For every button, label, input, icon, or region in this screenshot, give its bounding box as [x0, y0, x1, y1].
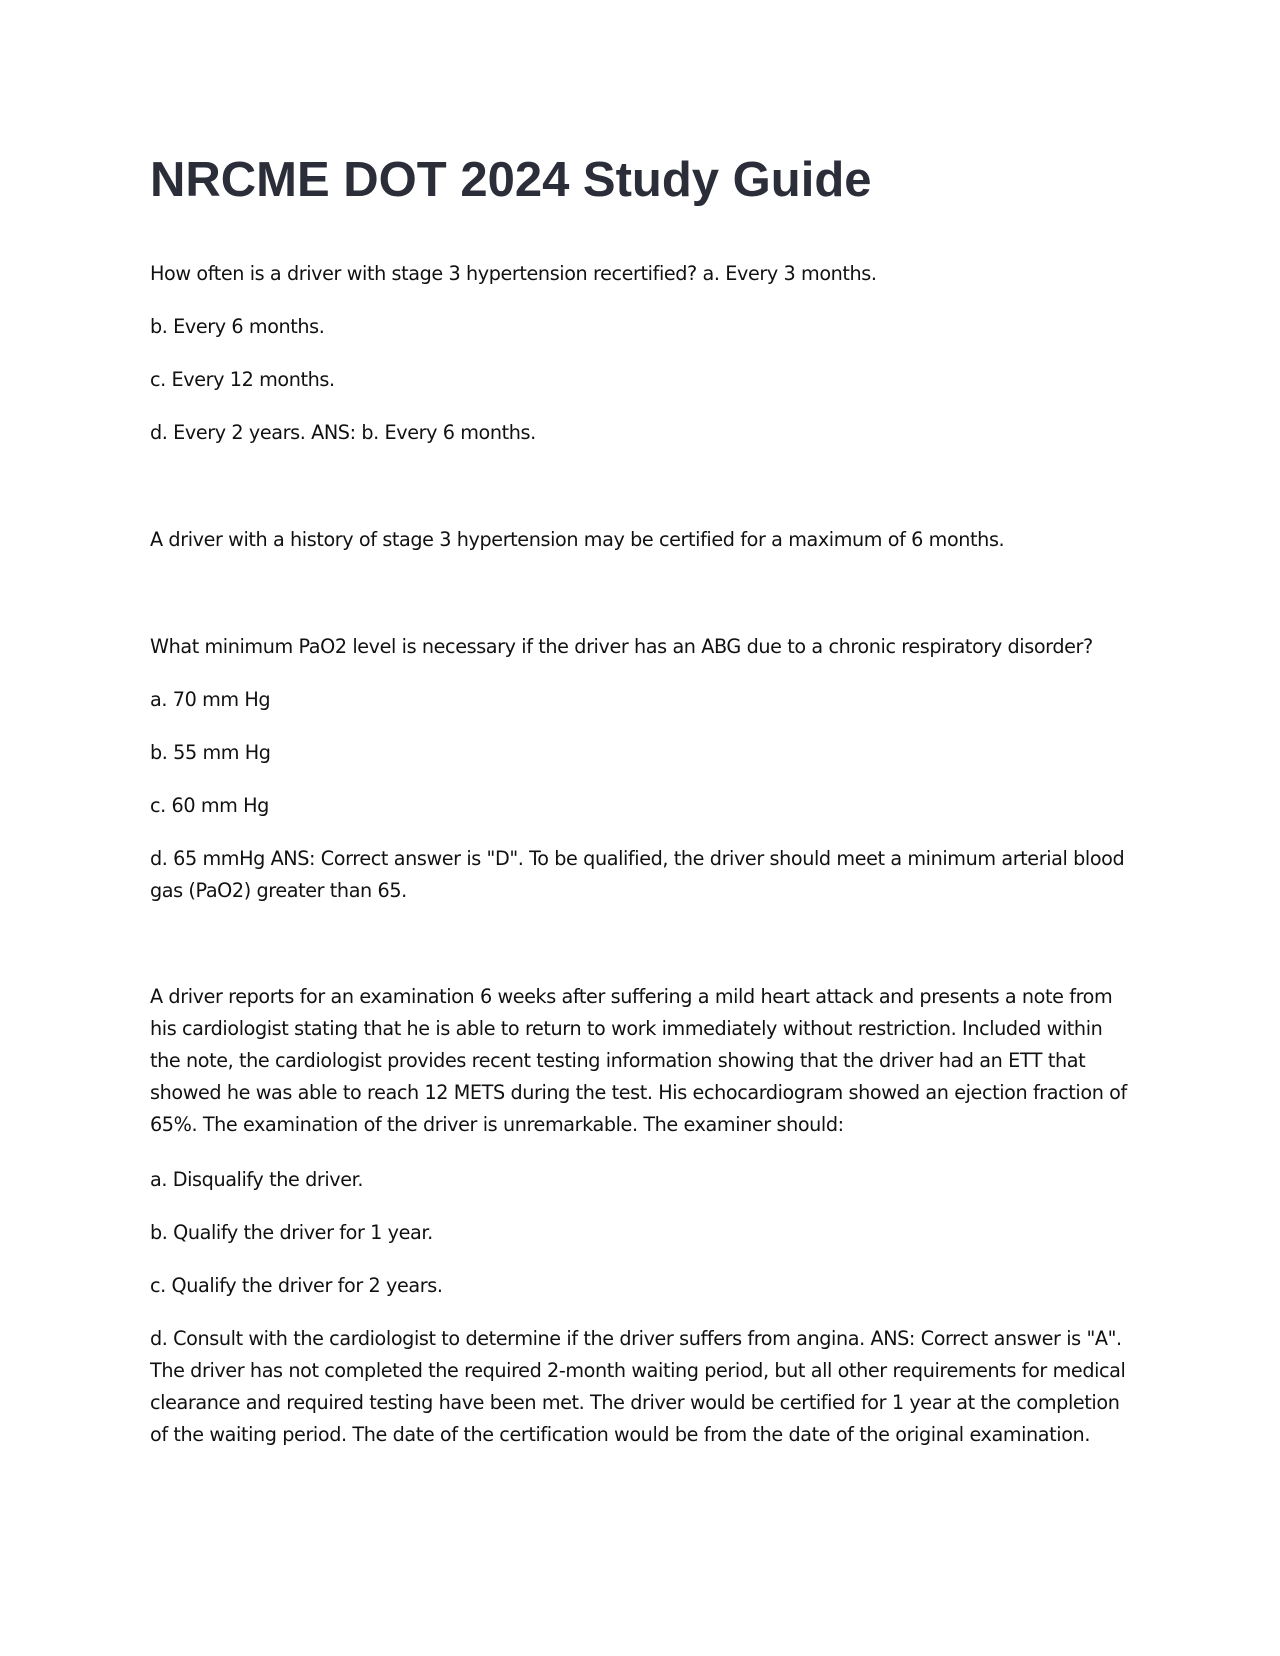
page-title: NRCME DOT 2024 Study Guide [150, 153, 872, 207]
question-1-option-c: c. Every 12 months. [150, 368, 335, 391]
question-1-option-d-answer: d. Every 2 years. ANS: b. Every 6 months. [150, 421, 536, 444]
question-2-option-a: a. 70 mm Hg [150, 688, 271, 711]
question-2-option-b: b. 55 mm Hg [150, 741, 271, 764]
question-3-option-b: b. Qualify the driver for 1 year. [150, 1221, 433, 1244]
question-1-text: How often is a driver with stage 3 hypertension recertified? a. Every 3 months. [150, 262, 877, 285]
question-3-text: A driver reports for an examination 6 weeks after suffering a mild heart attack and presents a note from his cardiologist stating that he is able to return to work immediately without restriction. Included within the note, the cardiologist provides recent testing information showing that the driver had an ETT that showed he was able to reach 12 METS during the test. His echocardiogram showed an ejection fraction of 65%. The examination of the driver is unremarkable. The examiner should: [150, 985, 1127, 1136]
question-3-option-a: a. Disqualify the driver. [150, 1168, 364, 1191]
question-2-text: What minimum PaO2 level is necessary if the driver has an ABG due to a chronic respiratory disorder? [150, 635, 1093, 658]
explanation-1: A driver with a history of stage 3 hypertension may be certified for a maximum of 6 months. [150, 528, 1005, 551]
question-3-option-c: c. Qualify the driver for 2 years. [150, 1274, 443, 1297]
question-2-option-d-answer: d. 65 mmHg ANS: Correct answer is "D". To be qualified, the driver should meet a minimum arterial blood gas (PaO2) greater than 65. [150, 847, 1125, 902]
question-1-option-b: b. Every 6 months. [150, 315, 325, 338]
question-3-option-d-answer: d. Consult with the cardiologist to determine if the driver suffers from angina. ANS: Correct answer is "A". The driver has not completed the required 2-month waiting period, but all other requirements for medical clearance and required testing have been met. The driver would be certified for 1 year at the completion of the waiting period. The date of the certification would be from the date of the original examination. [150, 1327, 1126, 1446]
question-2-option-c: c. 60 mm Hg [150, 794, 269, 817]
